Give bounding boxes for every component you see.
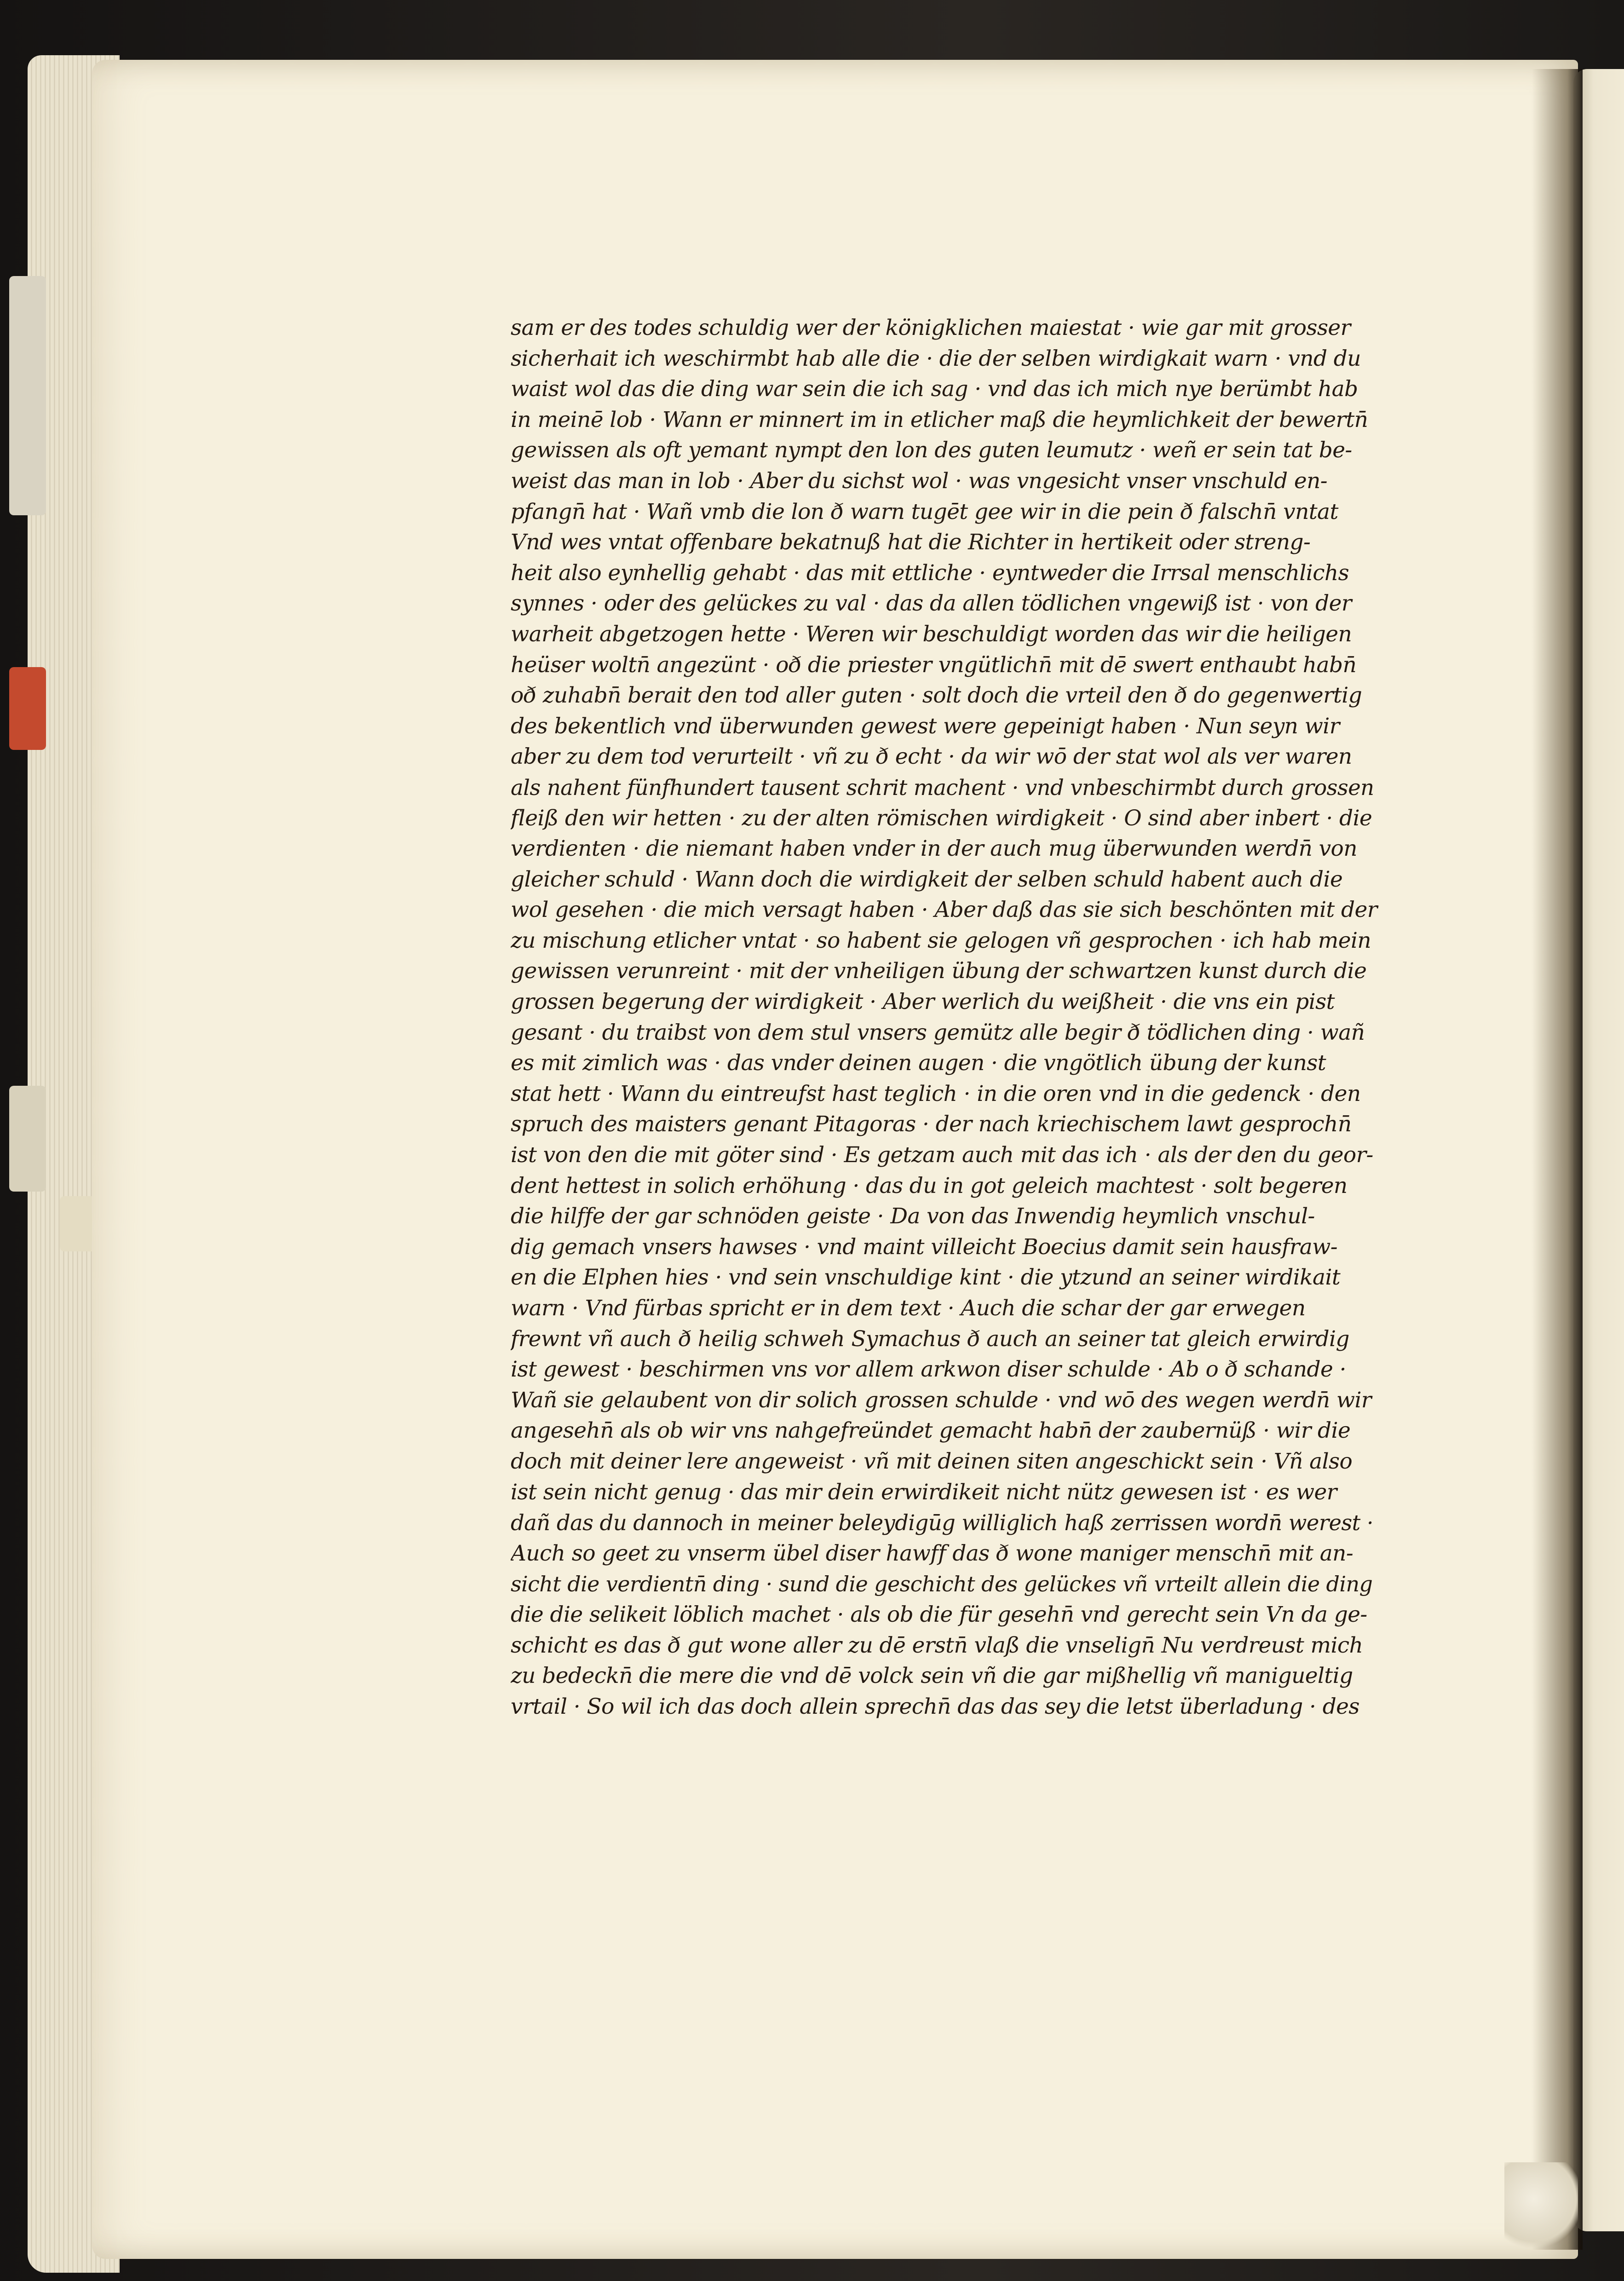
- page-clip: [1504, 2162, 1578, 2254]
- text-line: synnes · oder des gelückes zu val · das da allen tödlichen vngewiß ist · von der: [511, 591, 1352, 616]
- text-line: warn · Vnd fürbas spricht er in dem text · Auch die schar der gar erwegen: [511, 1296, 1306, 1321]
- text-line: heit also eynhellig gehabt · das mit ettliche · eyntweder die Irrsal menschlichs: [511, 560, 1349, 586]
- text-line: angesehn̄ als ob wir vns nahgefreündet gemacht habn̄ der zaubernüß · wir die: [511, 1418, 1351, 1444]
- text-line: in meinē lob · Wann er minnert im in etlicher maß die heymlichkeit der bewertn̄: [511, 407, 1368, 432]
- text-line: die die selikeit löblich machet · als ob die für gesehn̄ vnd gerecht sein Vn da ge-: [511, 1601, 1367, 1627]
- text-line: heüser woltn̄ angezünt · oð die priester vngütlichn̄ mit dē swert enthaubt habn̄: [511, 652, 1357, 678]
- text-line: dañ das du dannoch in meiner beleydigūg williglich haß zerrissen wordn̄ werest ·: [511, 1510, 1374, 1536]
- text-line: sam er des todes schuldig wer der königklichen maiestat · wie gar mit grosser: [511, 315, 1351, 340]
- text-line: weist das man in lob · Aber du sichst wol · was vngesicht vnser vnschuld en-: [511, 468, 1328, 494]
- text-line: verdienten · die niemant haben vnder in der auch mug überwunden werdn̄ von: [511, 836, 1357, 862]
- bookmark-tab-red: [9, 667, 46, 750]
- text-line: stat hett · Wann du eintreufst hast teglich · in die oren vnd in die gedenck · den: [511, 1081, 1361, 1106]
- text-line: dig gemach vnsers hawses · vnd maint villeicht Boecius damit sein hausfraw-: [511, 1234, 1338, 1260]
- bookmark-tab: [60, 1196, 97, 1251]
- text-line: aber zu dem tod verurteilt · vñ zu ð echt · da wir wō der stat wol als ver waren: [511, 744, 1352, 770]
- text-line: spruch des maisters genant Pitagoras · der nach kriechischem lawt gesprochn̄: [511, 1112, 1352, 1137]
- text-line: als nahent fünfhundert tausent schrit machent · vnd vnbeschirmbt durch grossen: [511, 775, 1374, 800]
- text-line: zu bedeckn̄ die mere die vnd dē volck sein vñ die gar mißhellig vñ manigueltig: [511, 1663, 1353, 1689]
- text-line: en die Elphen hies · vnd sein vnschuldige kint · die ytzund an seiner wirdikait: [511, 1265, 1341, 1290]
- text-line: ist von den die mit göter sind · Es getzam auch mit das ich · als der den du geor-: [511, 1142, 1373, 1168]
- text-line: sicht die verdientn̄ ding · sund die geschicht des gelückes vñ vrteilt allein die ding: [511, 1572, 1373, 1597]
- text-line: oð zuhabn̄ berait den tod aller guten · solt doch die vrteil den ð do gegenwertig: [511, 683, 1362, 708]
- text-line: dent hettest in solich erhöhung · das du in got geleich machtest · solt begeren: [511, 1173, 1348, 1198]
- text-line: des bekentlich vnd überwunden gewest were gepeinigt haben · Nun seyn wir: [511, 713, 1340, 739]
- text-line: Auch so geet zu vnserm übel diser hawff das ð wone maniger menschn̄ mit an-: [511, 1540, 1353, 1566]
- text-line: waist wol das die ding war sein die ich sag · vnd das ich mich nye berümbt hab: [511, 376, 1358, 402]
- text-line: gesant · du traibst von dem stul vnsers gemütz alle begir ð tödlichen ding · wañ: [511, 1020, 1365, 1045]
- text-line: die hilffe der gar schnöden geiste · Da von das Inwendig heymlich vnschul-: [511, 1204, 1315, 1229]
- text-line: zu mischung etlicher vntat · so habent sie gelogen vñ gesprochen · ich hab mein: [511, 927, 1371, 953]
- text-line: Wañ sie gelaubent von dir solich grossen schulde · vnd wō des wegen werdn̄ wir: [511, 1387, 1371, 1413]
- text-line: ist gewest · beschirmen vns vor allem arkwon diser schulde · Ab o ð schande ·: [511, 1357, 1346, 1382]
- text-line: sicherhait ich weschirmbt hab alle die · die der selben wirdigkait warn · vnd du: [511, 346, 1361, 371]
- text-line: pfangn̄ hat · Wañ vmb die lon ð warn tugēt gee wir in die pein ð falschn̄ vntat: [511, 499, 1338, 524]
- text-line: grossen begerung der wirdigkeit · Aber werlich du weißheit · die vns ein pist: [511, 989, 1335, 1015]
- text-line: gewissen als oft yemant nympt den lon des guten leumutz · weñ er sein tat be-: [511, 438, 1352, 463]
- text-line: gleicher schuld · Wann doch die wirdigkeit der selben schuld habent auch die: [511, 866, 1343, 892]
- text-line: warheit abgetzogen hette · Weren wir beschuldigt worden das wir die heiligen: [511, 621, 1352, 647]
- text-line: vrtail · So wil ich das doch allein sprechn̄ das das sey die letst überladung · des: [511, 1693, 1359, 1719]
- text-line: gewissen verunreint · mit der vnheiligen übung der schwartzen kunst durch die: [511, 958, 1367, 984]
- text-line: fleiß den wir hetten · zu der alten römischen wirdigkeit · O sind aber inbert · die: [511, 805, 1372, 831]
- text-line: doch mit deiner lere angeweist · vñ mit deinen siten angeschickt sein · Vñ also: [511, 1448, 1353, 1474]
- bookmark-tab: [9, 1086, 46, 1192]
- text-line: schicht es das ð gut wone aller zu dē erstn̄ vlaß die vnselign̄ Nu verdreust mich: [511, 1632, 1363, 1658]
- text-line: es mit zimlich was · das vnder deinen augen · die vngötlich übung der kunst: [511, 1050, 1326, 1076]
- text-line: wol gesehen · die mich versagt haben · Aber daß das sie sich beschönten mit der: [511, 897, 1377, 923]
- text-line: Vnd wes vntat offenbare bekatnuß hat die Richter in hertikeit oder streng-: [511, 530, 1311, 555]
- bookmark-tab: [9, 276, 46, 515]
- text-line: frewnt vñ auch ð heilig schweh Symachus ð auch an seiner tat gleich erwirdig: [511, 1326, 1349, 1352]
- text-block: [511, 313, 1380, 1722]
- text-line: ist sein nicht genug · das mir dein erwirdikeit nicht nütz gewesen ist · es wer: [511, 1479, 1337, 1505]
- gutter-shadow: [1532, 69, 1583, 2250]
